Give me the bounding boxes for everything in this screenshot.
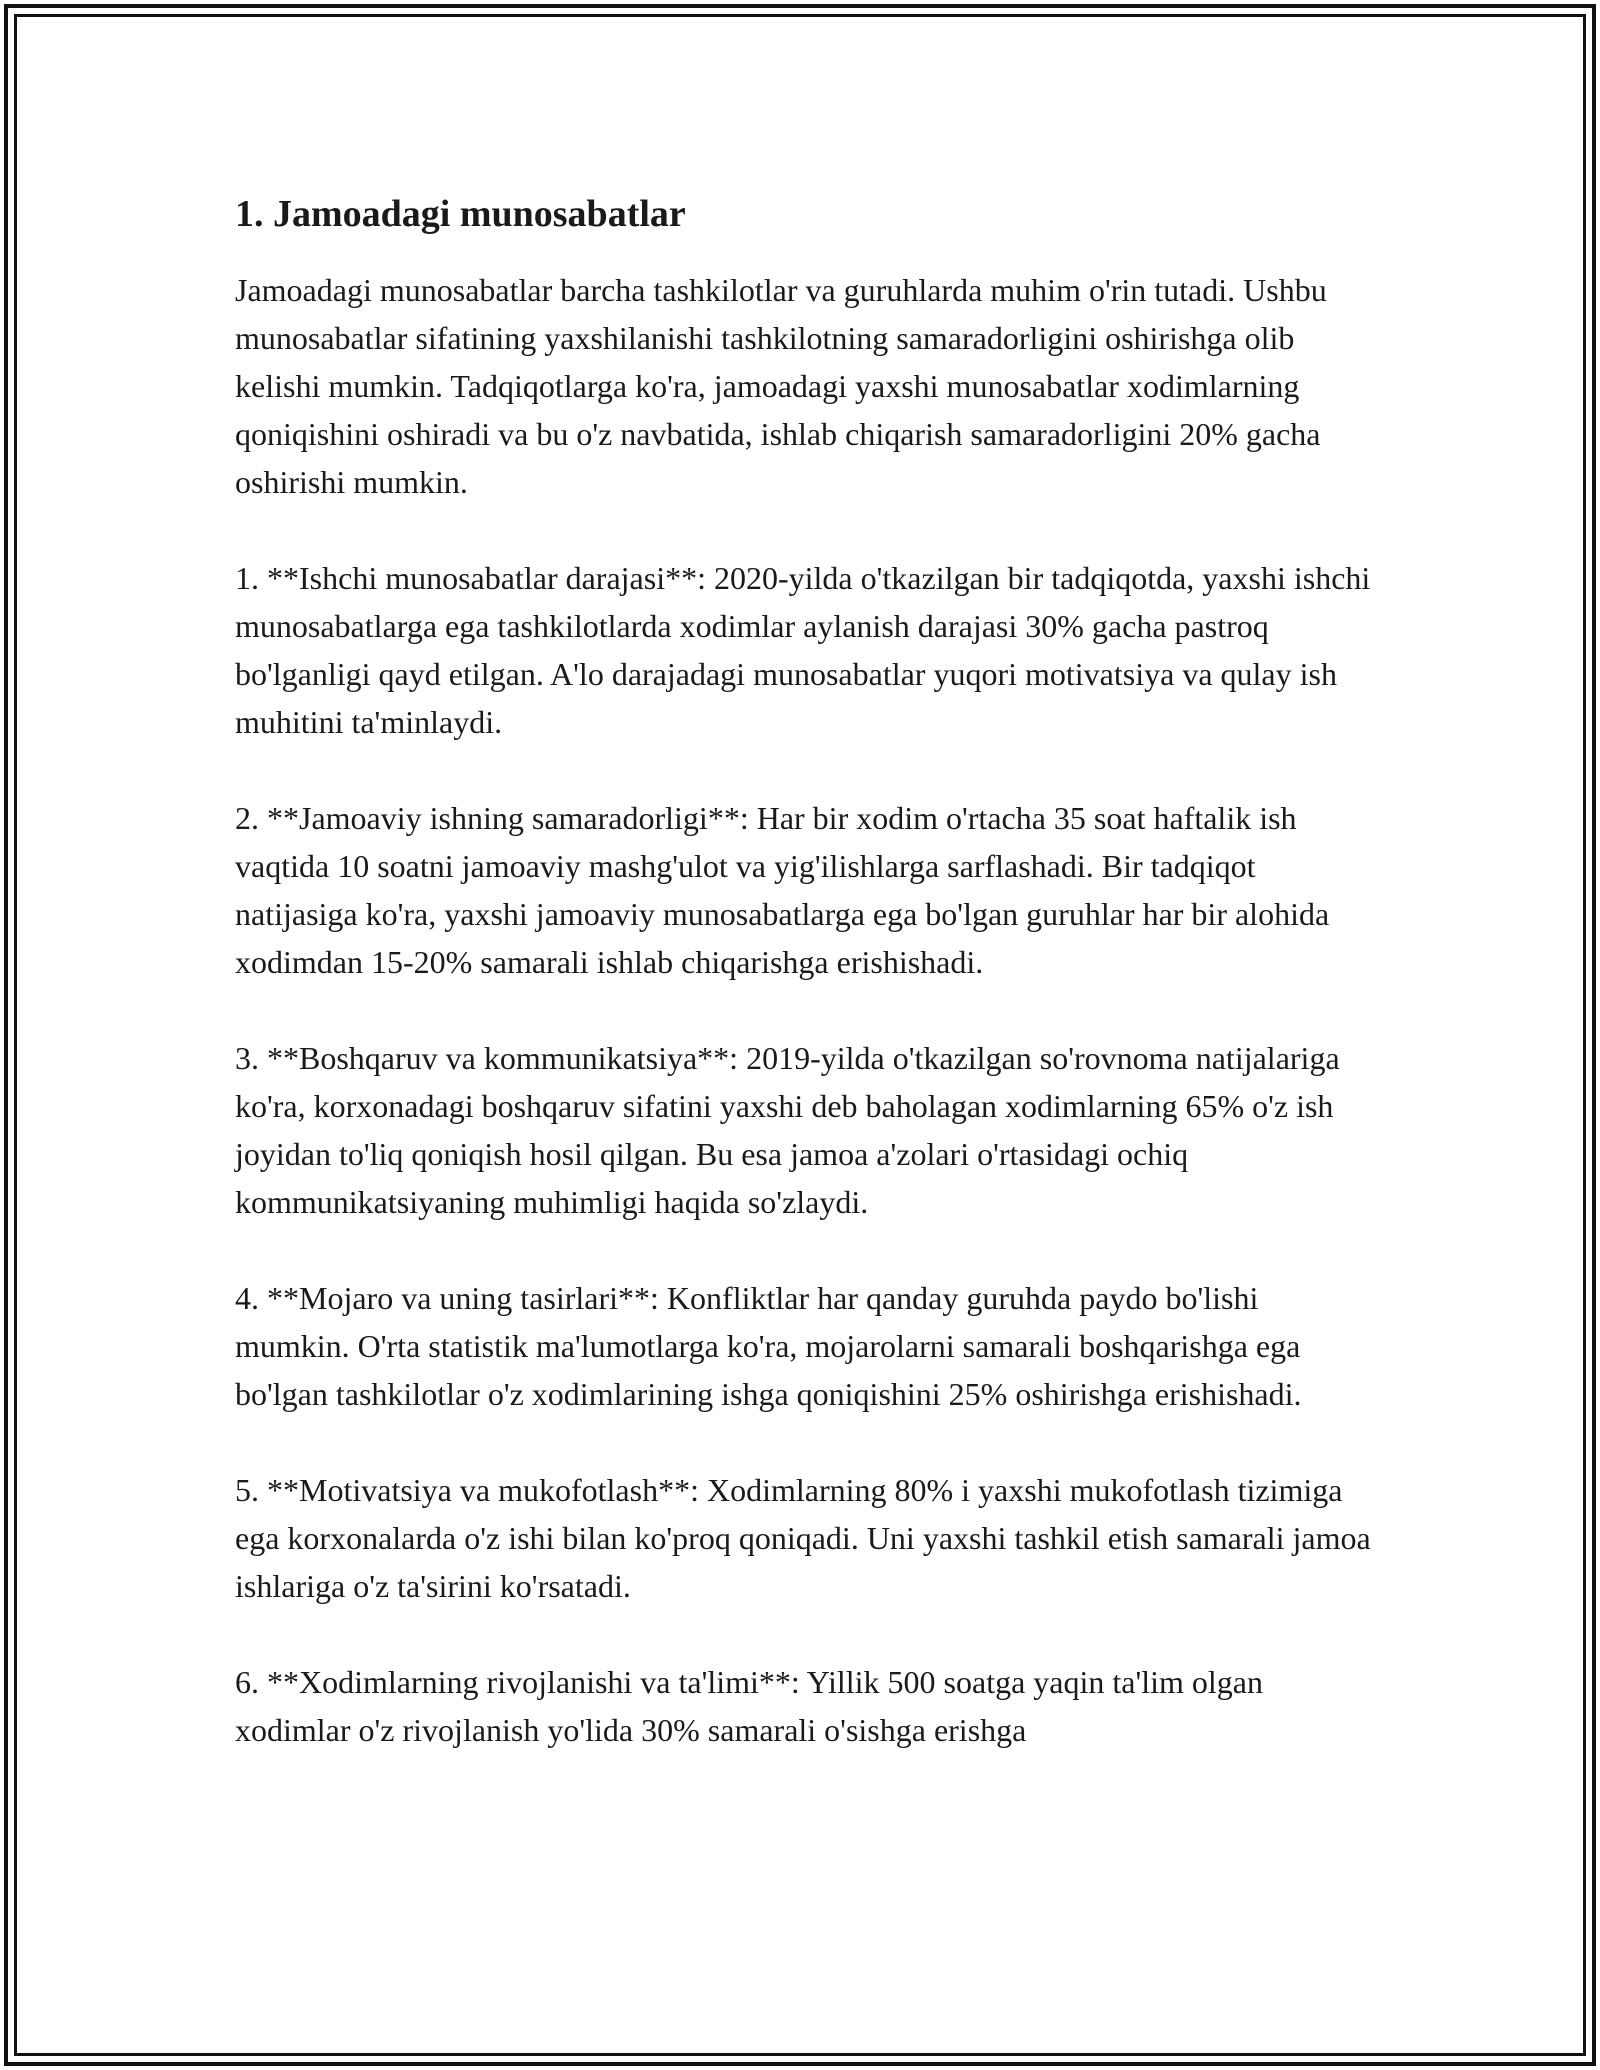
list-item-management-communication: 3. **Boshqaruv va kommunikatsiya**: 2019-yilda o'tkazilgan so'rovnoma natijalariga ko'ra, korxonadagi boshqaruv sifatini yaxshi deb baholagan xodimlarning 65% o'z ish joyidan to'liq qoniqish hosil qilgan. Bu esa jamoa a'zolari o'rtasidagi ochiq kommunikatsiyaning muhimligi haqida so'zlaydi. bbox=[235, 1040, 1340, 1220]
intro-paragraph: Jamoadagi munosabatlar barcha tashkilotlar va guruhlarda muhim o'rin tutadi. Ushbu munosabatlar sifatining yaxshilanishi tashkilotning samaradorligini oshirishga olib kelishi mumkin. Tadqiqotlarga ko'ra, jamoadagi yaxshi munosabatlar xodimlarning qoniqishini oshiradi va bu o'z navbatida, ishlab chiqarish samaradorligini 20% gacha oshirishi mumkin. bbox=[235, 272, 1327, 500]
list-item-conflict-effects: 4. **Mojaro va uning tasirlari**: Konfliktlar har qanday guruhda paydo bo'lishi mumkin. O'rta statistik ma'lumotlarga ko'ra, mojarolarni samarali boshqarishga ega bo'lgan tashkilotlar o'z xodimlarining ishga qoniqishini 25% oshirishga erishishadi. bbox=[235, 1280, 1302, 1412]
section-heading: 1. Jamoadagi munosabatlar bbox=[235, 193, 686, 235]
document-body bbox=[235, 186, 1375, 1802]
list-item-teamwork-efficiency: 2. **Jamoaviy ishning samaradorligi**: Har bir xodim o'rtacha 35 soat haftalik ish vaqtida 10 soatni jamoaviy mashg'ulot va yig'ilishlarga sarflashadi. Bir tadqiqot natijasiga ko'ra, yaxshi jamoaviy munosabatlarga ega bo'lgan guruhlar har bir alohida xodimdan 15-20% samarali ishlab chiqarishga erishishadi. bbox=[235, 800, 1330, 980]
list-item-motivation-rewards: 5. **Motivatsiya va mukofotlash**: Xodimlarning 80% i yaxshi mukofotlash tizimiga ega korxonalarda o'z ishi bilan ko'proq qoniqadi. Uni yaxshi tashkil etish samarali jamoa ishlariga o'z ta'sirini ko'rsatadi. bbox=[235, 1472, 1371, 1604]
list-item-work-relations: 1. **Ishchi munosabatlar darajasi**: 2020-yilda o'tkazilgan bir tadqiqotda, yaxshi ishchi munosabatlarga ega tashkilotlarda xodimlar aylanish darajasi 30% gacha pastroq bo'lganligi qayd etilgan. A'lo darajadagi munosabatlar yuqori motivatsiya va qulay ish muhitini ta'minlaydi. bbox=[235, 560, 1371, 740]
list-item-employee-development: 6. **Xodimlarning rivojlanishi va ta'limi**: Yillik 500 soatga yaqin ta'lim olgan xodimlar o'z rivojlanish yo'lida 30% samarali o'sishga erishga bbox=[235, 1664, 1263, 1748]
